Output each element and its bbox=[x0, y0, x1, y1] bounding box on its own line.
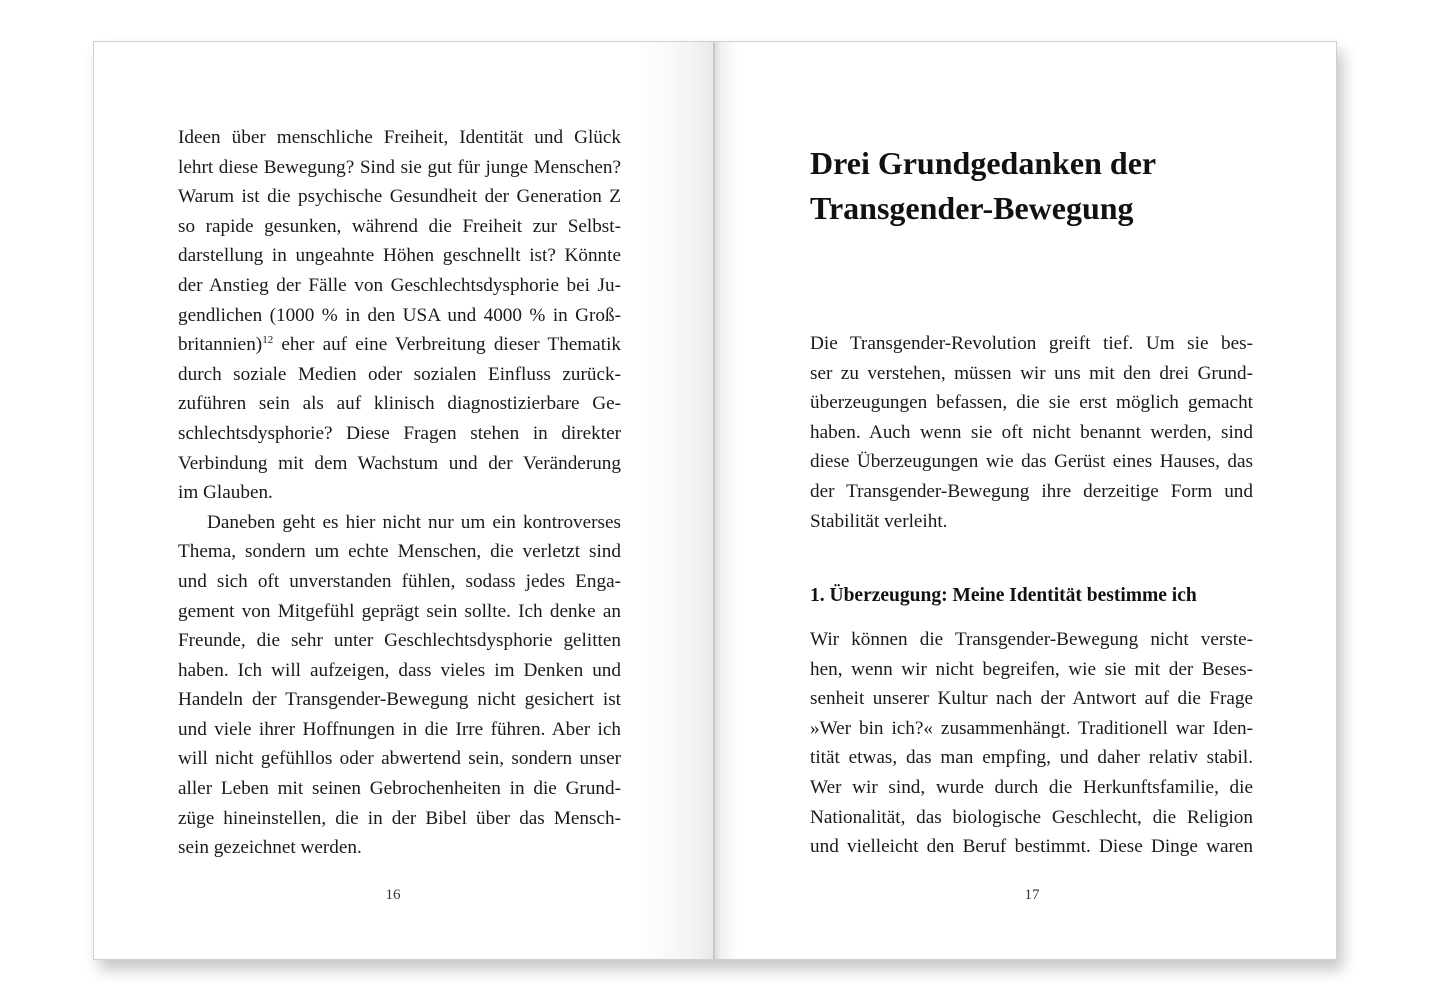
text-line: Wer wir sind, wurde durch die Herkunftsfamilie, die bbox=[810, 776, 1253, 798]
footnote-reference[interactable]: 12 bbox=[262, 334, 274, 347]
text-line: überzeugungen befassen, die sie erst möglich gemacht bbox=[810, 392, 1253, 414]
left-page bbox=[94, 42, 714, 959]
text-line: darstellung in ungeahnte Höhen geschnellt ist? Könnte bbox=[178, 245, 621, 267]
chapter-title bbox=[810, 141, 1270, 231]
text-line: Warum ist die psychische Gesundheit der Generation Z bbox=[178, 186, 621, 208]
text-line: Ideen über menschliche Freiheit, Identität und Glück bbox=[178, 127, 621, 148]
text-line: sein gezeichnet werden. bbox=[178, 837, 362, 859]
text-line: Nationalität, das biologische Geschlecht, die Religion bbox=[810, 806, 1253, 828]
footnote-line-start: britannien) bbox=[178, 334, 263, 356]
text-line: diese Überzeugungen wie das Gerüst eines Hauses, das bbox=[810, 451, 1253, 473]
text-line: hen, wenn wir nicht begreifen, wie sie mit der Beses- bbox=[810, 658, 1253, 680]
text-line-with-footnote bbox=[178, 330, 621, 360]
text-line: haben. Ich will aufzeigen, dass vieles im Denken und bbox=[178, 659, 621, 681]
text-line: gement von Mitgefühl geprägt sein sollte. Ich denke an bbox=[178, 600, 621, 622]
section-paragraph bbox=[810, 625, 1253, 862]
text-line: senheit unserer Kultur nach der Antwort auf die Frage bbox=[810, 688, 1253, 710]
text-line: lehrt diese Bewegung? Sind sie gut für junge Menschen? bbox=[178, 156, 621, 178]
text-line: und sich oft unverstanden fühlen, sodass jedes Enga- bbox=[178, 570, 621, 592]
text-line: Stabilität verleiht. bbox=[810, 510, 948, 532]
text-line: der Anstieg der Fälle von Geschlechtsdysphorie bei Ju- bbox=[178, 274, 621, 296]
text-line: »Wer bin ich?« zusammenhängt. Traditionell war Iden- bbox=[810, 717, 1253, 739]
text-line: will nicht gefühllos oder abwertend sein, sondern unser bbox=[178, 748, 621, 770]
text-line: Thema, sondern um echte Menschen, die verletzt sind bbox=[178, 541, 621, 563]
intro-paragraph bbox=[810, 329, 1253, 536]
text-line: haben. Auch wenn sie oft nicht benannt werden, sind bbox=[810, 421, 1253, 443]
text-line: Handeln der Transgender-Bewegung nicht gesichert ist bbox=[178, 689, 621, 711]
section-heading: 1. Überzeugung: Meine Identität bestimme ich bbox=[810, 585, 1197, 606]
book-spread bbox=[93, 41, 1337, 960]
page-number-left: 16 bbox=[385, 887, 401, 903]
text-line: tität etwas, das man empfing, und daher relativ stabil. bbox=[810, 747, 1253, 769]
text-line: durch soziale Medien oder sozialen Einfluss zurück- bbox=[178, 363, 621, 385]
chapter-title-line: Drei Grundgedanken der bbox=[810, 145, 1157, 181]
text-line: ser zu verstehen, müssen wir uns mit den drei Grund- bbox=[810, 362, 1253, 384]
text-line: schlechtsdysphorie? Diese Fragen stehen in direkter bbox=[178, 422, 621, 444]
chapter-title-line: Transgender-Bewegung bbox=[810, 190, 1134, 226]
page-number-right: 17 bbox=[1024, 887, 1040, 903]
footnote-line-end: eher auf eine Verbreitung dieser Thematik bbox=[273, 334, 621, 356]
text-line: aller Leben mit seinen Gebrochenheiten in die Grund- bbox=[178, 778, 621, 800]
text-line: Wir können die Transgender-Bewegung nicht verste- bbox=[810, 629, 1253, 650]
left-page-body bbox=[178, 123, 621, 863]
text-line: zuführen sein als auf klinisch diagnostizierbare Ge- bbox=[178, 393, 621, 415]
text-line: der Transgender-Bewegung ihre derzeitige Form und bbox=[810, 480, 1253, 502]
text-line: züge hineinstellen, die in der Bibel über das Mensch- bbox=[178, 807, 621, 829]
text-line: gendlichen (1000 % in den USA und 4000 % in Groß- bbox=[178, 304, 621, 326]
right-page bbox=[714, 42, 1336, 959]
text-line: Die Transgender-Revolution greift tief. Um sie bes- bbox=[810, 333, 1253, 354]
text-line: so rapide gesunken, während die Freiheit zur Selbst- bbox=[178, 215, 621, 237]
text-line: im Glauben. bbox=[178, 482, 273, 504]
text-line: und viele ihrer Hoffnungen in die Irre führen. Aber ich bbox=[178, 718, 621, 740]
text-line: Verbindung mit dem Wachstum und der Veränderung bbox=[178, 452, 621, 474]
book-gutter bbox=[713, 42, 715, 959]
text-line: Freunde, die sehr unter Geschlechtsdysphorie gelitten bbox=[178, 630, 621, 652]
text-line: und vielleicht den Beruf bestimmt. Diese Dinge waren bbox=[810, 836, 1253, 858]
text-line: Daneben geht es hier nicht nur um ein kontroverses bbox=[207, 511, 621, 533]
